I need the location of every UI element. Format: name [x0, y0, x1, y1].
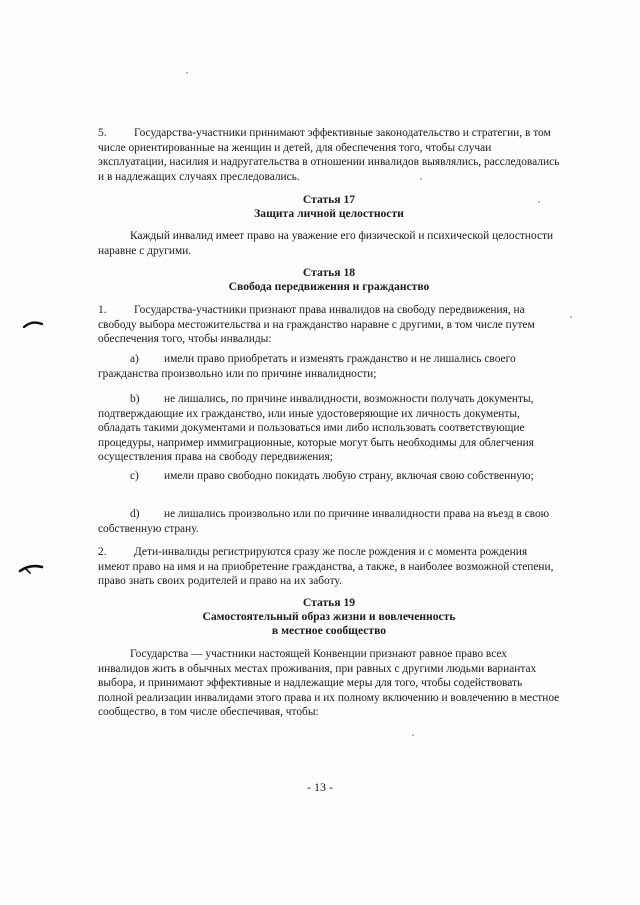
subparagraph-text: имели право приобретать и изменять гражданство и не лишались своего гражданства произвольно или по причине инвалидности; [98, 353, 516, 380]
article-17-heading [98, 193, 560, 221]
subparagraph-c [98, 469, 560, 484]
article-18-paragraph-1 [98, 303, 560, 347]
subparagraph-b [98, 392, 560, 465]
scan-speck [186, 72, 188, 74]
paragraph-number: 2. [98, 546, 107, 558]
paragraph-text: Государства-участники принимают эффективные законодательство и стратегии, в том числе ориентированные на женщин и детей, для обеспечения того, чтобы случаи эксплуатации, насилия и надругательства в отношении инвалидов выявлялись, расследовались и в надлежащих случаях преследовались. [98, 127, 560, 183]
paragraph-text: Государства-участники признают права инвалидов на свободу передвижения, на свободу выбора местожительства и на гражданство наравне с другими, в том числе путем обеспечения того, чтобы инвалиды: [98, 304, 535, 346]
subparagraph-a [98, 352, 560, 381]
scan-speck [538, 201, 540, 203]
subparagraph-text: не лишались произвольно или по причине инвалидности права на въезд в свою собственную страну. [98, 508, 550, 535]
hole-punch-mark-upper-icon [22, 318, 44, 330]
article-subtitle: Защита личной целостности [254, 207, 404, 220]
article-19-heading [98, 596, 560, 638]
subparagraph-label: d) [130, 508, 140, 520]
article-18-paragraph-2 [98, 545, 560, 589]
subparagraph-text: имели право свободно покидать любую страну, включая свою собственную; [164, 470, 534, 482]
subparagraph-label: b) [130, 393, 140, 405]
scan-speck [570, 316, 572, 318]
subparagraph-label: c) [130, 470, 139, 482]
paragraph-number: 5. [98, 127, 107, 139]
scan-speck [412, 734, 414, 736]
page-number: - 13 - [307, 780, 333, 794]
scan-speck [420, 178, 422, 180]
article-title: Статья 18 [302, 266, 356, 279]
article-subtitle: Самостоятельный образ жизни и вовлеченность [202, 610, 456, 623]
article-title: Статья 17 [302, 193, 356, 206]
article-subtitle: Свобода передвижения и гражданство [228, 280, 430, 293]
paragraph-number: 1. [98, 304, 107, 316]
article-subtitle-continued: в местное сообщество [271, 624, 387, 637]
hole-punch-mark-lower-icon [18, 561, 44, 575]
paragraph-text: Дети-инвалиды регистрируются сразу же после рождения и с момента рождения имеют право на имя и на приобретение гражданства, а также, в наиболее возможной степени, право знать своих родителей и право на их заботу. [98, 546, 554, 588]
article-17-text: Каждый инвалид имеет право на уважение его физической и психической целостности наравне с другими. [98, 230, 554, 257]
article-title: Статья 19 [302, 596, 356, 609]
subparagraph-text: не лишались, по причине инвалидности, возможности получать документы, подтверждающие их гражданство, или иные удостоверяющие их личность документы, обладать такими документами и пользоваться ими либо использовать соответствующие процедуры, например иммиграционные, которые могут быть необходимы для облегчения осуществления права на свободу передвижения; [98, 393, 534, 464]
paragraph-5 [98, 126, 560, 184]
article-18-heading [98, 266, 560, 294]
article-19-text: Государства — участники настоящей Конвенции признают равное право всех инвалидов жить в обычных местах проживания, при равных с другими людьми вариантах выбора, и принимают эффективные и надлежащие меры для того, чтобы содействовать полной реализации инвалидами этого права и их полному включению и вовлечению в местное сообщество, в том числе обеспечивая, чтобы: [98, 648, 560, 719]
subparagraph-label: a) [130, 353, 139, 365]
subparagraph-d [98, 507, 560, 536]
